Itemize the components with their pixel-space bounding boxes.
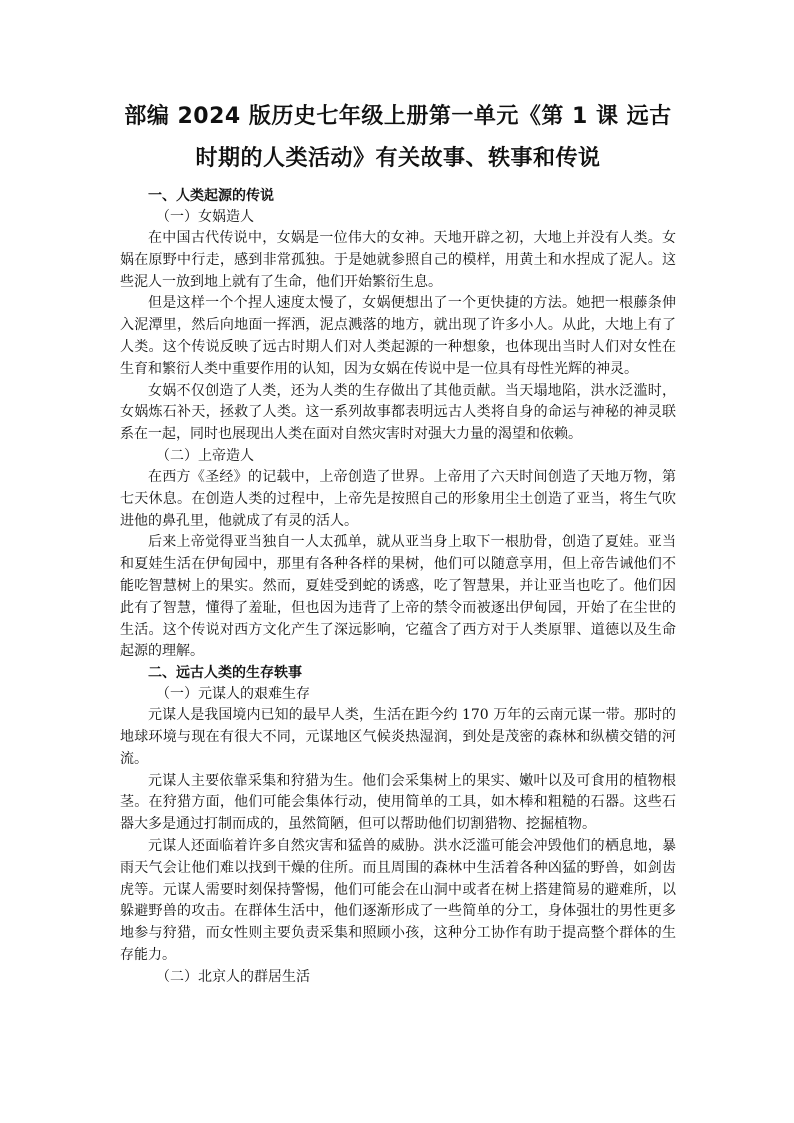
paragraph: 后来上帝觉得亚当独自一人太孤单，就从亚当身上取下一根肋骨，创造了夏娃。亚当和夏娃生活在伊甸园中，那里有各种各样的果树，他们可以随意享用，但上帝告诫他们不能吃智慧树上的果实。然而，夏娃受到蛇的诱惑，吃了智慧果，并让亚当也吃了。他们因此有了智慧，懂得了羞耻，但也因为违背了上帝的禁令而被逐出伊甸园，开始了在尘世的生活。这个传说对西方文化产生了深远影响，它蕴含了西方对于人类原罪、道德以及生命起源的理解。 <box>120 534 676 660</box>
subsection-heading-god-creates-man: （二）上帝造人 <box>156 447 254 464</box>
document-page <box>120 96 676 988</box>
paragraph: 元谋人还面临着许多自然灾害和猛兽的威胁。洪水泛滥可能会冲毁他们的栖息地，暴雨天气会让他们难以找到干燥的住所。而且周围的森林中生活着各种凶猛的野兽，如剑齿虎等。元谋人需要时刻保持警惕，他们可能会在山洞中或者在树上搭建简易的避难所，以躲避野兽的攻击。在群体生活中，他们逐渐形成了一些简单的分工，身体强壮的男性更多地参与狩猎，而女性则主要负责采集和照顾小孩，这种分工协作有助于提高整个群体的生存能力。 <box>120 837 676 963</box>
subsection-heading-yuanmou-man: （一）元谋人的艰难生存 <box>156 686 310 703</box>
paragraph: 元谋人是我国境内已知的最早人类，生活在距今约 170 万年的云南元谋一带。那时的地球环境与现在有很大不同，元谋地区气候炎热湿润，到处是茂密的森林和纵横交错的河流。 <box>120 707 676 767</box>
subsection-heading-nuwa: （一）女娲造人 <box>156 209 254 225</box>
document-title: 部编 2024 版历史七年级上册第一单元《第 1 课 远古时期的人类活动》有关故事、轶事和传说 <box>124 104 672 171</box>
paragraph: 元谋人主要依靠采集和狩猎为生。他们会采集树上的果实、嫩叶以及可食用的植物根茎。在狩猎方面，他们可能会集体行动，使用简单的工具，如木棒和粗糙的石器。这些石器大多是通过打制而成的，虽然简陋，但可以帮助他们切割猎物、挖掘植物。 <box>120 772 676 833</box>
paragraph: 女娲不仅创造了人类，还为人类的生存做出了其他贡献。当天塌地陷，洪水泛滥时，女娲炼石补天，拯救了人类。这一系列故事都表明远古人类将自身的命运与神秘的神灵联系在一起，同时也展现出人类在面对自然灾害时对强大力量的渴望和依赖。 <box>120 382 676 443</box>
subsection-heading-peking-man: （二）北京人的群居生活 <box>156 968 310 985</box>
paragraph: 在中国古代传说中，女娲是一位伟大的女神。天地开辟之初，大地上并没有人类。女娲在原野中行走，感到非常孤独。于是她就参照自己的模样，用黄土和水捏成了泥人。这些泥人一放到地上就有了生命，他们开始繁衍生息。 <box>120 230 676 290</box>
section-heading-survival-anecdotes: 二、远古人类的生存轶事 <box>148 665 302 682</box>
paragraph: 但是这样一个个捏人速度太慢了，女娲便想出了一个更快捷的方法。她把一根藤条伸入泥潭里，然后向地面一挥洒，泥点溅落的地方，就出现了许多小人。从此，大地上有了人类。这个传说反映了远古时期人们对人类起源的一种想象，也体现出当时人们对女性在生育和繁衍人类中重要作用的认知，因为女娲在传说中是一位具有母性光辉的神灵。 <box>120 295 676 377</box>
paragraph: 在西方《圣经》的记载中，上帝创造了世界。上帝用了六天时间创造了天地万物，第七天休息。在创造人类的过程中，上帝先是按照自己的形象用尘土创造了亚当，将生气吹进他的鼻孔里，他就成了有灵的活人。 <box>120 468 676 529</box>
section-heading-origin-legends: 一、人类起源的传说 <box>148 188 274 204</box>
